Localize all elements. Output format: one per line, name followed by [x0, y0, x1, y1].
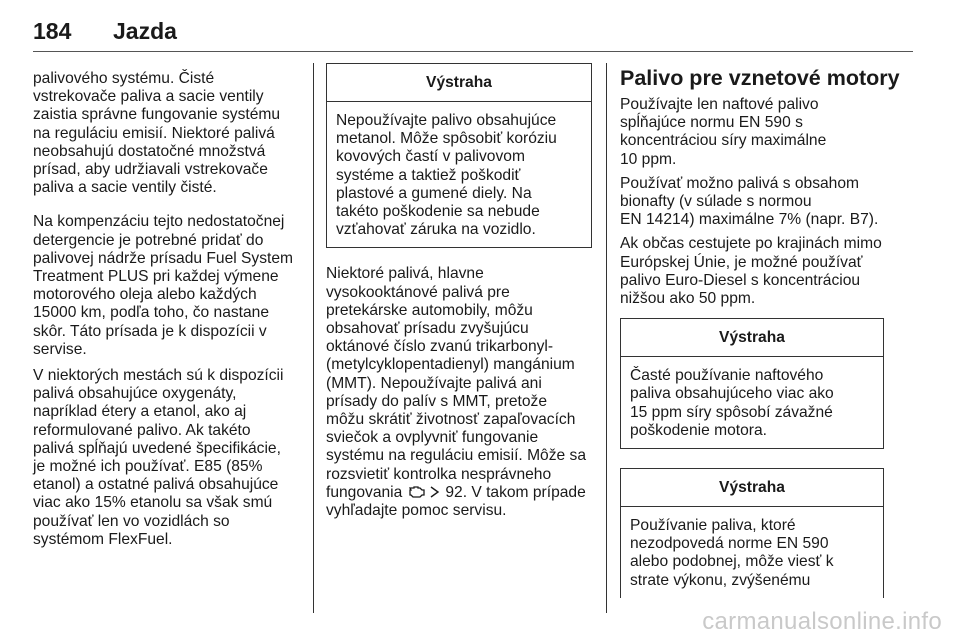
warning-title: Výstraha	[621, 469, 883, 507]
warning-box	[326, 63, 592, 248]
section-title: Jazda	[113, 18, 177, 44]
text-line: sviečok a ovplyvniť fungovanie	[326, 429, 539, 447]
text-line: (metylcyklopentadienyl) mangánium	[326, 356, 575, 374]
warning-body	[621, 357, 883, 448]
text-line: rozsvietiť kontrolka nesprávneho	[326, 465, 552, 483]
text-line: Používajte len naftové palivo	[620, 96, 819, 113]
text-line: V niektorých mestách sú k dispozícii	[33, 367, 284, 385]
text-line: koncentráciou síry maximálne	[620, 132, 827, 150]
text-line: kovových častí v palivovom	[336, 148, 525, 166]
text-line: paliva obsahujúceho viac ako	[630, 385, 834, 403]
paragraph	[326, 265, 592, 520]
text-line: Niektoré palivá, hlavne	[326, 265, 484, 283]
text-line: obsahovať prísadu zvyšujúcu	[326, 320, 529, 338]
page-header	[33, 18, 913, 52]
text-line: viac ako 15% etanolu sa však smú	[33, 494, 273, 512]
text-line: strate výkonu, zvýšenému	[630, 571, 811, 589]
text-line: prísady do palív s MMT, pretože	[326, 392, 547, 410]
text-line: prísad, aby udržiavali vstrekovače	[33, 161, 268, 179]
text-line: vysokooktánové palivá pre	[326, 283, 510, 301]
warning-box	[620, 318, 884, 449]
text-line: oktánové číslo zvanú trikarbonyl-	[326, 338, 554, 356]
text-line: vzťahovať záruka na vozidlo.	[336, 221, 536, 239]
text-line: motorového oleja alebo každých	[33, 286, 257, 304]
section-heading: Palivo pre vznetové motory	[620, 66, 900, 90]
text-fragment: 92. V takom prípade	[445, 483, 586, 501]
warning-title: Výstraha	[327, 64, 591, 102]
text-line: spĺňajúce normu EN 590 s	[620, 114, 803, 132]
paragraph	[33, 213, 303, 359]
text-line: palivového systému. Čisté	[33, 70, 215, 87]
text-line: reformulované palivo. Ak takéto	[33, 421, 251, 439]
text-line: Nepoužívajte palivo obsahujúce	[336, 112, 557, 129]
warning-box	[620, 468, 884, 598]
text-line: vyhľadajte pomoc servisu.	[326, 502, 507, 520]
text-line: Časté používanie naftového	[630, 367, 824, 385]
text-line: môžu skrátiť životnosť zapaľovacích	[326, 411, 576, 429]
text-line: takéto poškodenie sa nebude	[336, 203, 540, 221]
text-line: EN 14214) maximálne 7% (napr. B7).	[620, 211, 879, 229]
text-line: Treatment PLUS pri každej výmene	[33, 268, 279, 286]
text-line: nezodpovedá norme EN 590	[630, 535, 829, 553]
text-line: nižšou ako 50 ppm.	[620, 290, 756, 308]
text-line: Na kompenzáciu tejto nedostatočnej	[33, 213, 285, 231]
paragraph	[620, 235, 942, 308]
text-line: 10 ppm.	[620, 150, 677, 168]
text-line: je možné ich používať. E85 (85%	[33, 458, 263, 476]
column-divider	[606, 63, 607, 613]
text-line: systéme a taktiež poškodiť	[336, 166, 521, 184]
watermark: carmanualsonline.info	[702, 608, 942, 635]
text-line	[326, 484, 592, 502]
page-number: 184	[33, 18, 72, 44]
text-line: palivovej nádrže prísadu Fuel System	[33, 249, 294, 267]
text-line: palivo Euro-Diesel s koncentráciou	[620, 271, 861, 289]
text-line: Ak občas cestujete po krajinách mimo	[620, 235, 882, 253]
text-line: paliva a sacie ventily čisté.	[33, 179, 217, 197]
text-line: bionafty (v súlade s normou	[620, 193, 812, 211]
engine-malfunction-icon	[407, 485, 425, 499]
column-2	[326, 63, 592, 520]
warning-title: Výstraha	[621, 319, 883, 357]
text-line: Európskej Únie, je možné používať	[620, 253, 863, 271]
paragraph	[33, 367, 303, 549]
text-line: na reguláciu emisií. Niektoré palivá	[33, 124, 275, 142]
text-line: poškodenie motora.	[630, 421, 767, 439]
text-line: etanol) a ostatné palivá obsahujúce	[33, 476, 279, 494]
text-line: neobsahujú dostatočné množstvá	[33, 142, 266, 160]
text-line: používať len vo vozidlách so	[33, 512, 230, 530]
paragraph	[620, 96, 942, 169]
text-line: (MMT). Nepoužívajte palivá ani	[326, 374, 542, 392]
text-line: metanol. Môže spôsobiť koróziu	[336, 130, 557, 148]
text-line: detergencie je potrebné pridať do	[33, 231, 264, 249]
text-fragment: fungovania	[326, 483, 403, 501]
text-line: servise.	[33, 340, 87, 358]
page-reference-arrow-icon	[429, 485, 441, 499]
text-line: palivá spĺňajú uvedené špecifikácie,	[33, 439, 281, 457]
paragraph	[620, 175, 942, 230]
text-line: Používanie paliva, ktoré	[630, 517, 796, 535]
column-1	[33, 62, 303, 549]
text-line: zaistia správne fungovanie systému	[33, 106, 281, 124]
text-line: napríklad étery a etanol, ako aj	[33, 403, 247, 421]
column-divider	[313, 63, 314, 613]
column-3	[620, 62, 942, 598]
text-line: 15000 km, podľa toho, čo nastane	[33, 304, 270, 322]
text-line: pretekárske automobily, môžu	[326, 301, 533, 319]
text-line: vstrekovače paliva a sacie ventily	[33, 88, 264, 106]
text-line: alebo podobnej, môže viesť k	[630, 553, 834, 571]
text-line: Používať možno palivá s obsahom	[620, 174, 860, 192]
text-line: systému na reguláciu emisií. Môže sa	[326, 447, 586, 465]
warning-body	[327, 102, 591, 247]
text-line: 15 ppm síry spôsobí závažné	[630, 403, 833, 421]
text-line: palivá obsahujúce oxygenáty,	[33, 385, 237, 403]
warning-body	[621, 507, 883, 598]
text-line: skôr. Táto prísada je k dispozícii v	[33, 322, 267, 340]
text-line: plastové a gumené diely. Na	[336, 184, 532, 202]
text-line: systémom FlexFuel.	[33, 530, 173, 548]
